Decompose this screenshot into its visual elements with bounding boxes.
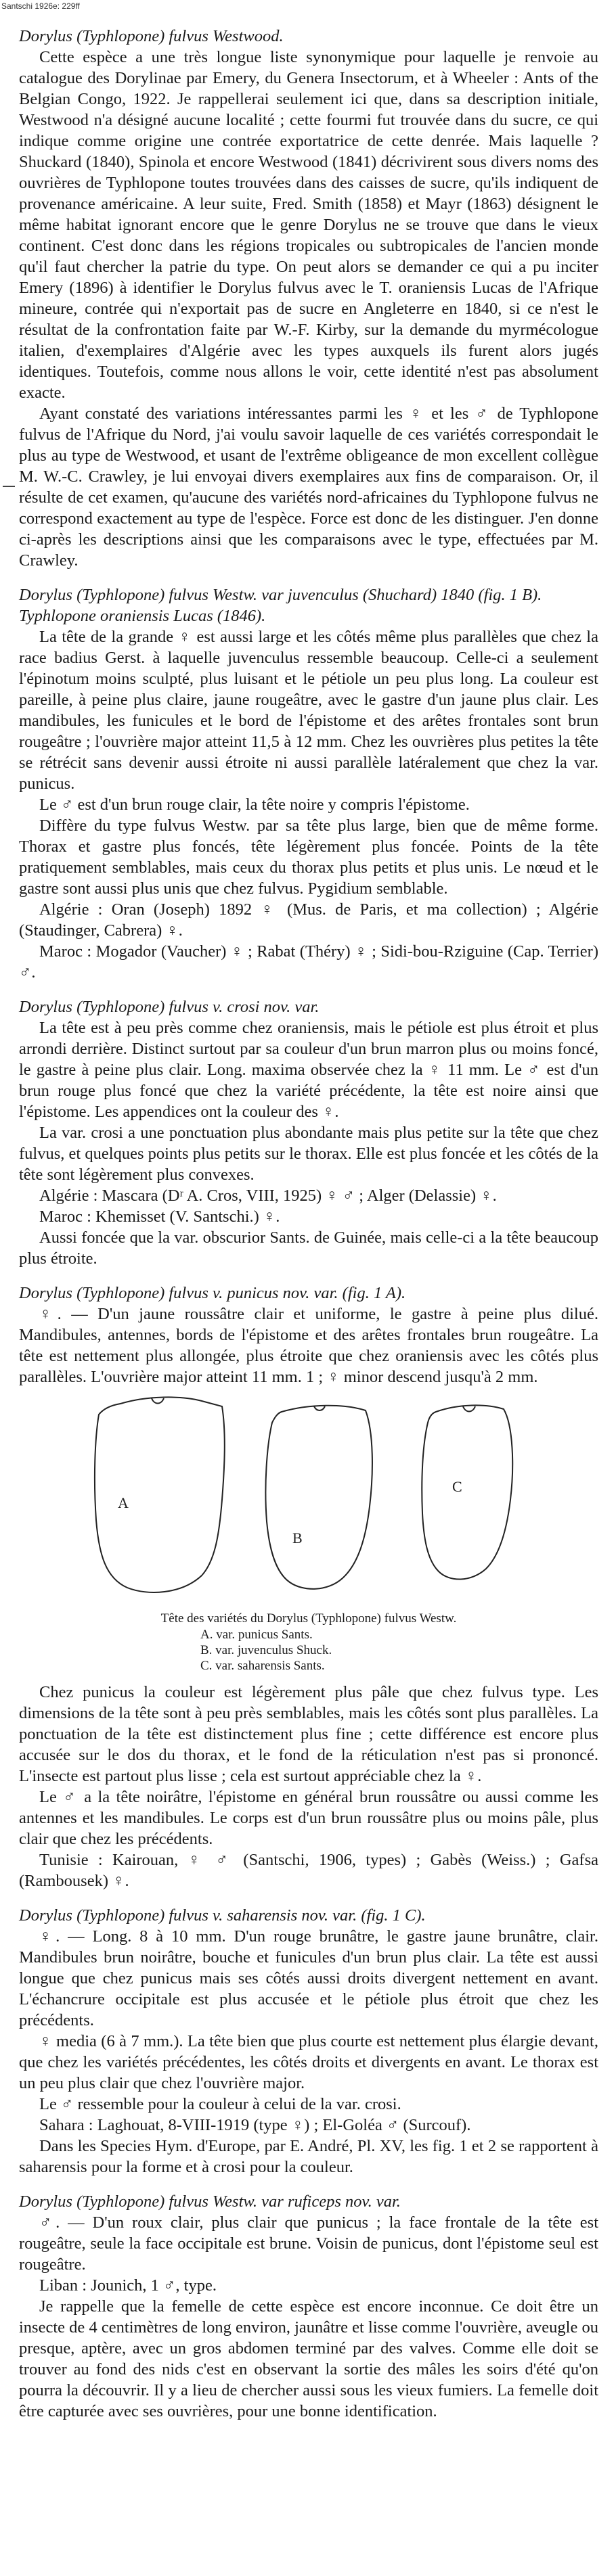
paragraph: ♀ media (6 à 7 mm.). La tête bien que plus courte est nettement plus élargie devant, que chez les variétés précédentes, les côtés droits et divergents en avant. Le thorax est un peu plus clair que chez l'ouvrière major. — [19, 2032, 598, 2092]
paragraph: Ayant constaté des variations intéressantes parmi les ♀ et les ♂ de Typhlopone fulvus de l'Afrique du Nord, j'ai voulu savoir laquelle de ces variétés correspondait le plus au type de Westwood, et usant de l'extrême obligeance de mon excellent collègue M. W.-C. Crawley, je lui envoyai divers exemplaires aux fins de comparaison. Or, il résulte de cet examen, qu'aucune des variétés nord-africaines du Typhlopone fulvus ne correspond exactement au type de l'espèce. Force est donc de les distinguer. J'en donne ci-après les descriptions ainsi que les comparaisons avec le type, effectuées par M. Crawley. — [19, 405, 598, 570]
paragraph: ♀. — D'un jaune roussâtre clair et uniforme, le gastre à peine plus dilué. Mandibules, antennes, bords de l'épistome et des arêtes frontales brun rougeâtre. La tête est nettement plus allongée, plus étroite que chez oraniensis avec les côtés plus parallèles. L'ouvrière major atteint 11 mm. 1 ; ♀ minor descend jusqu'à 2 mm. — [19, 1305, 598, 1386]
section-title-saharensis: Dorylus (Typhlopone) fulvus v. saharensis nov. var. (fig. 1 C). — [19, 1906, 426, 1925]
legend-item: C. var. saharensis Sants. — [200, 1659, 325, 1673]
locality: Algérie : Mascara (Dʳ A. Cros, VIII, 1925) ♀ ♂ ; Alger (Delassie) ♀. — [39, 1187, 497, 1205]
figure-label-a: A — [118, 1494, 129, 1511]
paragraph: La tête de la grande ♀ est aussi large et les côtés même plus parallèles que chez la race badius Gerst. à laquelle juvenculus ressemble beaucoup. Celle-ci a seulement l'épinotum moins sculpté, plus luisant et le pétiole un peu plus long. La couleur est pareille, à peine plus claire, jaune rougeâtre, avec le gastre d'un jaune plus clair. Les mandibules, les funicules et le bord de l'épistome et des arêtes frontales sont brun rougeâtre ; l'ouvrière major atteint 11,5 à 12 mm. Chez les ouvrières plus petites la tête se rétrécit sans devenir aussi étroite ni aussi parallèle latéralement que chez la var. punicus. — [19, 628, 598, 793]
head-notch-a — [152, 1398, 164, 1404]
paragraph: La tête est à peu près comme chez oraniensis, mais le pétiole est plus étroit et plus arrondi derrière. Distinct surtout par sa couleur d'un brun marron plus ou moins foncé, le gastre à peine plus clair. Long. maxima observée chez la ♀ 11 mm. Le ♂ est d'un brun rouge plus foncé que chez la variété précédente, la tête est noire ainsi que l'épistome. Les appendices ont la couleur des ♀. — [19, 1019, 598, 1121]
head-outline-b — [265, 1406, 372, 1589]
head-outline-c — [422, 1405, 512, 1579]
locality: Maroc : Mogador (Vaucher) ♀ ; Rabat (Théry) ♀ ; Sidi-bou-Rziguine (Cap. Terrier) ♂. — [19, 942, 598, 982]
legend-item: A. var. punicus Sants. — [200, 1628, 313, 1642]
legend-item: B. var. juvenculus Shuck. — [200, 1643, 332, 1657]
paragraph: Dans les Species Hym. d'Europe, par E. André, Pl. XV, les fig. 1 et 2 se rapportent à saharensis pour la forme et à crosi pour la couleur. — [19, 2137, 598, 2176]
section-title-fulvus: Dorylus (Typhlopone) fulvus Westwood. — [19, 27, 284, 45]
head-notch-b — [314, 1406, 325, 1410]
locality: Sahara : Laghouat, 8-VIII-1919 (type ♀) ; El-Goléa ♂ (Surcouf). — [39, 2116, 471, 2134]
paragraph: Aussi foncée que la var. obscurior Sants. de Guinée, mais celle-ci a la tête beaucoup plus étroite. — [19, 1228, 598, 1268]
paragraph: Le ♂ est d'un brun rouge clair, la tête noire y compris l'épistome. — [39, 796, 470, 814]
locality: Liban : Jounich, 1 ♂, type. — [39, 2276, 217, 2295]
page-header: Santschi 1926e: 229ff — [1, 1, 80, 11]
figure-legend — [200, 1627, 417, 1674]
paragraph: Le ♂ ressemble pour la couleur à celui de la var. crosi. — [39, 2095, 401, 2113]
paragraph: La var. crosi a une ponctuation plus abondante mais plus petite sur la tête que chez fulvus, et quelques points plus petits sur le thorax. Elle est plus foncée et les côtés de la tête sont légèrement plus convexes. — [19, 1124, 598, 1184]
figure-heads — [19, 1392, 598, 1608]
figure-label-b: B — [292, 1530, 303, 1546]
paragraph: Le ♂ a la tête noirâtre, l'épistome en général brun roussâtre ou aussi comme les antennes et les mandibules. Le corps est d'un brun roussâtre plus ou moins pâle, plus clair que chez les précédents. — [19, 1788, 598, 1848]
head-notch-c — [463, 1406, 475, 1412]
article-body — [19, 20, 598, 2422]
paragraph: Je rappelle que la femelle de cette espèce est encore inconnue. Ce doit être un insecte de 4 centimètres de long environ, jaunâtre et lisse comme l'ouvrière, aveugle ou presque, aptère, avec un gros abdomen terminé par des valves. Comme elle doit se trouver au fond des nids c'est en observant la sortie des mâles les soirs d'été qu'on pourra la découvrir. Il y a lieu de chercher aussi sous les vieux fumiers. La femelle doit être capturée avec ses ouvrières, pour une bonne identification. — [19, 2297, 598, 2420]
figure-label-c: C — [452, 1478, 462, 1495]
section-subtitle-oraniensis: Typhlopone oraniensis Lucas (1846). — [19, 607, 266, 625]
section-title-punicus: Dorylus (Typhlopone) fulvus v. punicus nov. var. (fig. 1 A). — [19, 1284, 406, 1302]
figure-caption: Tête des variétés du Dorylus (Typhlopone) fulvus Westw. — [160, 1611, 457, 1626]
margin-mark — [3, 486, 15, 487]
paragraph: ♂. — D'un roux clair, plus clair que punicus ; la face frontale de la tête est rougeâtre, seule la face occipitale est brune. Voisin de punicus, dont l'épistome seul est rougeâtre. — [19, 2213, 598, 2274]
paragraph: ♀. — Long. 8 à 10 mm. D'un rouge brunâtre, le gastre jaune brunâtre, clair. Mandibules brun noirâtre, bouche et funicules d'un brun plus clair. La tête est aussi longue que chez punicus mais ses côtés aussi droits divergent nettement en avant. L'échancrure occipitale est plus accusée et le pétiole plus étroit que chez les précédents. — [19, 1927, 598, 2029]
paragraph: Cette espèce a une très longue liste synonymique pour laquelle je renvoie au catalogue des Dorylinae par Emery, du Genera Insectorum, et à Wheeler : Ants of the Belgian Congo, 1922. Je rappellerai seulement ici que, dans sa description initiale, Westwood n'a désigné aucune localité ; cette fourmi fut trouvée dans du sucre, ce qui indique comme origine une contrée exportatrice de cette denrée. Mais laquelle ? Shuckard (1840), Spinola et encore Westwood (1841) décrivirent sous divers noms des ouvrières de Typhlopone toutes trouvées dans des caisses de sucre, qu'ils indiquent de provenance américaine. A leur suite, Fred. Smith (1858) et Mayr (1863) désignent le même habitat ignorant encore que le genre Dorylus ne se trouve que dans le vieux continent. C'est donc dans les régions tropicales ou subtropicales de l'ancien monde qu'il faut chercher la patrie du type. On peut alors se demander ce qui a pu inciter Emery (1896) à identifier le Dorylus fulvus avec le T. oraniensis Lucas de l'Afrique mineure, contrée qui n'exportait pas de sucre en Angleterre en 1840, si ce n'est le résultat de la confrontation faite par W.-F. Kirby, sur la demande du myrmécologue italien, d'exemplaires d'Algérie avec les types auxquels ils furent alors jugés identiques. Toutefois, comme nous allons le voir, cette identité n'est pas absolument exacte. — [19, 48, 598, 402]
locality: Maroc : Khemisset (V. Santschi.) ♀. — [39, 1208, 280, 1226]
section-title-juvenculus: Dorylus (Typhlopone) fulvus Westw. var juvenculus (Shuchard) 1840 (fig. 1 B). — [19, 586, 542, 604]
locality: Tunisie : Kairouan, ♀ ♂ (Santschi, 1906, types) ; Gabès (Weiss.) ; Gafsa (Rambousek) ♀. — [19, 1851, 598, 1890]
paragraph: Chez punicus la couleur est légèrement plus pâle que chez fulvus type. Les dimensions de la tête sont à peu près semblables, mais les côtés sont plus parallèles. La ponctuation de la tête est distinctement plus fine ; cette différence est encore plus accusée sur le dos du thorax, et le fond de la réticulation n'est pas si prononcé. L'insecte est partout plus lisse ; cela est surtout appréciable chez la ♀. — [19, 1683, 598, 1785]
section-title-crosi: Dorylus (Typhlopone) fulvus v. crosi nov. var. — [19, 998, 320, 1016]
locality: Algérie : Oran (Joseph) 1892 ♀ (Mus. de Paris, et ma collection) ; Algérie (Staudinger, Cabrera) ♀. — [19, 900, 598, 940]
figure-drawing — [19, 1392, 598, 1608]
head-outline-a — [95, 1397, 225, 1592]
section-title-ruficeps: Dorylus (Typhlopone) fulvus Westw. var ruficeps nov. var. — [19, 2192, 401, 2211]
paragraph: Diffère du type fulvus Westw. par sa tête plus large, bien que de même forme. Thorax et gastre plus foncés, tête légèrement plus foncée. Points de la tête pratiquement semblables, mais ceux du thorax plus petits et plus unis. Le nœud et le gastre sont aussi plus unis que chez fulvus. Pygidium semblable. — [19, 816, 598, 898]
